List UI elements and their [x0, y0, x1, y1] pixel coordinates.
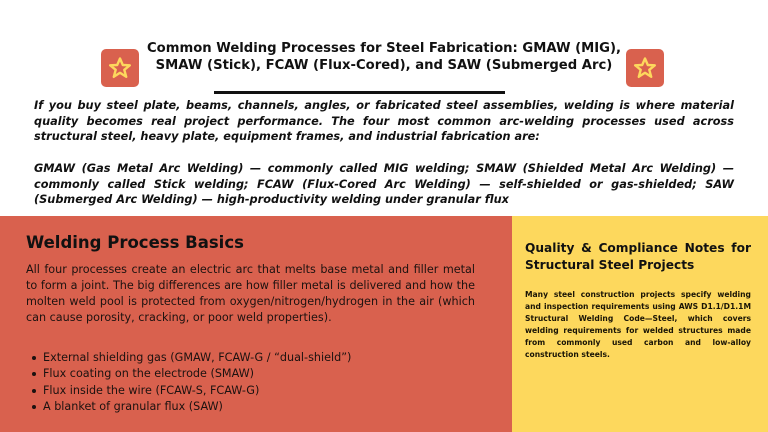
- list-item: [32, 350, 482, 366]
- list-item-text: Flux coating on the electrode (SMAW): [43, 367, 255, 381]
- list-item: [32, 399, 482, 415]
- quality-body: Many steel construction projects specify welding and inspection requirements using AWS D1.1/D1.1M Structural Welding Code—Steel, which covers welding requirements for welded structures made from commonly used carbon and low-alloy construction steels.: [525, 290, 751, 360]
- star-badge-left: [101, 49, 139, 87]
- quality-heading: Quality & Compliance Notes for Structural Steel Projects: [525, 241, 751, 272]
- list-item-text: A blanket of granular flux (SAW): [43, 399, 223, 413]
- bullet-icon: [32, 389, 36, 393]
- basics-body: All four processes create an electric arc that melts base metal and filler metal to form a joint. The big differences are how filler metal is delivered and how the molten weld pool is protected from oxygen/nitrogen/hydrogen in the air (which can cause porosity, cracking, or poor weld properties).: [26, 263, 475, 324]
- star-icon: [108, 56, 132, 80]
- list-item: [32, 366, 482, 382]
- list-item-text: External shielding gas (GMAW, FCAW-G / “dual-shield”): [43, 351, 352, 364]
- list-item: [32, 383, 482, 399]
- title-underline: [214, 91, 505, 94]
- page-title: Common Welding Processes for Steel Fabrication: GMAW (MIG), SMAW (Stick), FCAW (Flux-Cored), and SAW (Submerged Arc): [146, 41, 621, 73]
- bullet-icon: [32, 372, 36, 376]
- star-icon: [633, 56, 657, 80]
- bullet-icon: [32, 356, 36, 360]
- bullet-icon: [32, 405, 36, 409]
- basics-heading: Welding Process Basics: [26, 233, 244, 252]
- intro-paragraph: If you buy steel plate, beams, channels, angles, or fabricated steel assemblies, welding is where material quality becomes real project performance. The four most common arc-welding processes used across structural steel, heavy plate, equipment frames, and industrial fabrication are:: [34, 99, 734, 143]
- processes-paragraph: GMAW (Gas Metal Arc Welding) — commonly called MIG welding; SMAW (Shielded Metal Arc Welding) — commonly called Stick welding; FCAW (Flux-Cored Arc Welding) — self-shielded or gas-shielded; SAW (Submerged Arc Welding) — high-productivity welding under granular flux: [34, 162, 734, 206]
- star-badge-right: [626, 49, 664, 87]
- shielding-methods-list: [32, 350, 482, 415]
- list-item-text: Flux inside the wire (FCAW-S, FCAW-G): [43, 383, 260, 397]
